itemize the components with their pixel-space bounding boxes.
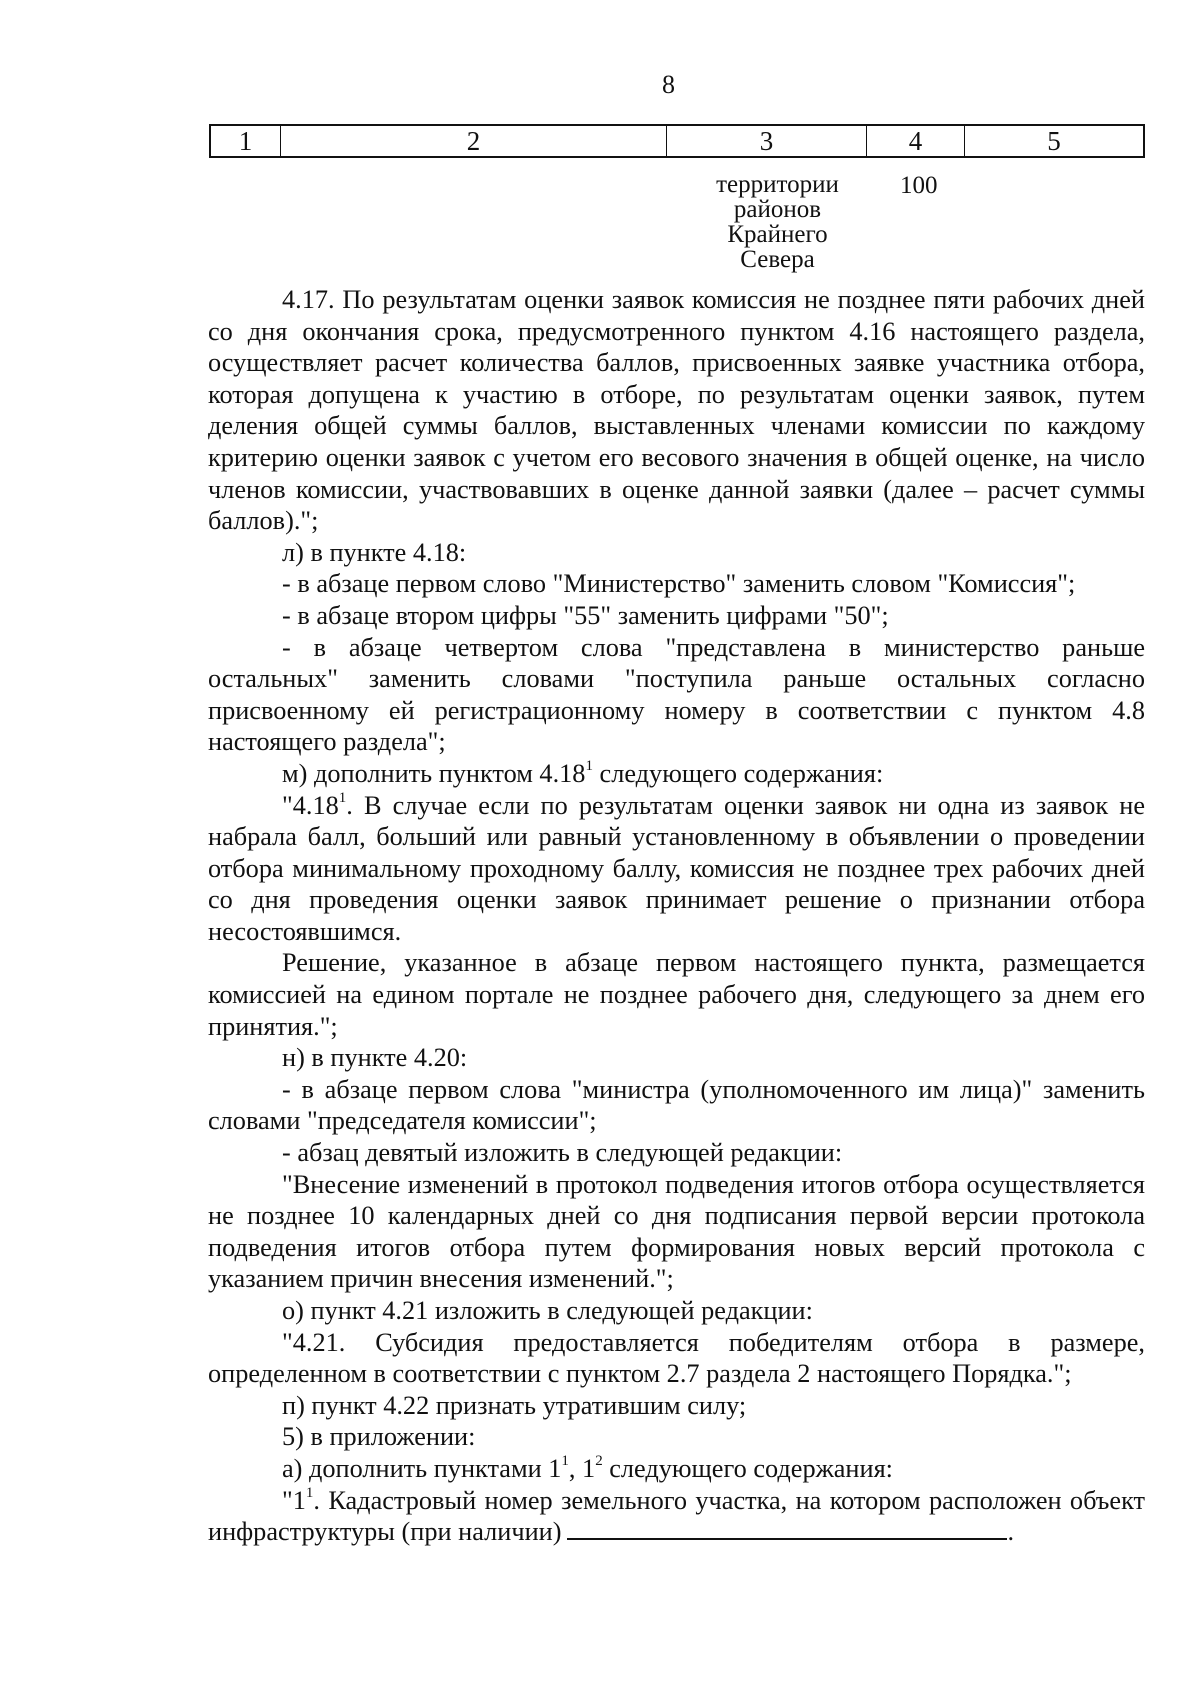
paragraph-dash: - в абзаце втором цифры "55" заменить цифрами "50";	[282, 600, 889, 630]
paragraph-dash: - в абзаце четвертом слова "представлена в министерство раньше остальных" заменить словами "поступила раньше остальных согласно присвоенному ей регистрационному номеру в соответствии с пунктом 4.8 настоящего раздела";	[208, 632, 1145, 757]
text-run: . Кадастровый номер земельного участка, на котором расположен объект инфраструктуры (при наличии)	[208, 1485, 1145, 1547]
text-run: следующего содержания:	[592, 758, 884, 788]
table-header-cell: 2	[281, 126, 667, 156]
superscript: 1	[305, 1484, 314, 1501]
text-run: следующего содержания:	[602, 1453, 893, 1483]
paragraph-item-p: п) пункт 4.22 признать утратившим силу;	[282, 1390, 747, 1420]
superscript: 2	[595, 1453, 603, 1470]
paragraph-item-a	[208, 1453, 1145, 1485]
text-run: м) дополнить пунктом 4.18	[282, 758, 586, 788]
paragraph-dash: - в абзаце первом слова "министра (уполномоченного им лица)" заменить словами "председателя комиссии";	[208, 1074, 1145, 1136]
table-header-cell: 5	[1047, 125, 1061, 156]
paragraph-item-l: л) в пункте 4.18:	[282, 537, 467, 567]
table-continuation-col4: 100	[900, 172, 938, 199]
superscript: 1	[585, 758, 593, 775]
fill-in-blank-line	[567, 1516, 1007, 1540]
text-run: а) дополнить пунктами 1	[282, 1453, 562, 1483]
paragraph-decision: Решение, указанное в абзаце первом настоящего пункта, размещается комиссией на едином портале не позднее рабочего дня, следующего за днем его принятия.";	[208, 948, 1145, 1041]
paragraph-4-18-1	[208, 790, 1145, 948]
table-cell-line: районов	[733, 196, 822, 223]
paragraph-item-n: н) в пункте 4.20:	[282, 1043, 468, 1073]
table-cell-line: территории	[716, 171, 839, 198]
text-run: "1	[282, 1485, 306, 1515]
table-header-cell: 3	[667, 126, 867, 156]
document-body	[208, 284, 1145, 1548]
paragraph-dash: - в абзаце первом слово "Министерство" заменить словом "Комиссия";	[282, 569, 1076, 599]
table-header-row	[209, 124, 1145, 158]
text-run: , 1	[568, 1453, 596, 1483]
table-continuation-col3	[690, 172, 865, 272]
paragraph-4-21: "4.21. Субсидия предоставляется победителям отбора в размере, определенном в соответствии с пунктом 2.7 раздела 2 настоящего Порядка.";	[208, 1327, 1145, 1389]
table-cell-line: Севера	[740, 246, 815, 273]
text-run: . В случае если по результатам оценки заявок ни одна из заявок не набрала балл, больший или равный установленному в объявлении о проведении отбора минимальному проходному баллу, комиссия не позднее трех рабочих дней со дня проведения оценки заявок принимает решение о признании отбора несостоявшимся.	[208, 790, 1145, 946]
table-cell-line: Крайнего	[727, 221, 828, 248]
text-run: "4.18	[282, 790, 339, 820]
table-header-cell: 1	[211, 126, 281, 156]
paragraph-dash: - абзац девятый изложить в следующей редакции:	[282, 1138, 843, 1168]
paragraph-cadastral	[208, 1485, 1145, 1548]
paragraph-4-17: 4.17. По результатам оценки заявок комиссия не позднее пяти рабочих дней со дня окончания срока, предусмотренного пунктом 4.16 настоящего раздела, осуществляет расчет количества баллов, присвоенных заявке участника отбора, которая допущена к участию в отборе, по результатам оценки заявок, путем деления общей суммы баллов, выставленных членами комиссии по каждому критерию оценки заявок с учетом его весового значения в общей оценке, на число членов комиссии, участвовавших в оценке данной заявки (далее – расчет суммы баллов).";	[208, 285, 1145, 536]
paragraph-item-5: 5) в приложении:	[282, 1422, 476, 1452]
paragraph-amendments: "Внесение изменений в протокол подведения итогов отбора осуществляется не позднее 10 календарных дней со дня подписания первой версии протокола подведения итогов отбора путем формирования новых версий протокола с указанием причин внесения изменений.";	[208, 1169, 1145, 1294]
page-number: 8	[662, 70, 675, 99]
paragraph-item-o: о) пункт 4.21 изложить в следующей редакции:	[282, 1296, 813, 1325]
superscript: 1	[561, 1453, 569, 1470]
table-header-cell: 4	[867, 126, 965, 156]
paragraph-item-m	[208, 758, 1145, 790]
superscript: 1	[338, 789, 347, 806]
text-run: .	[1007, 1517, 1015, 1547]
